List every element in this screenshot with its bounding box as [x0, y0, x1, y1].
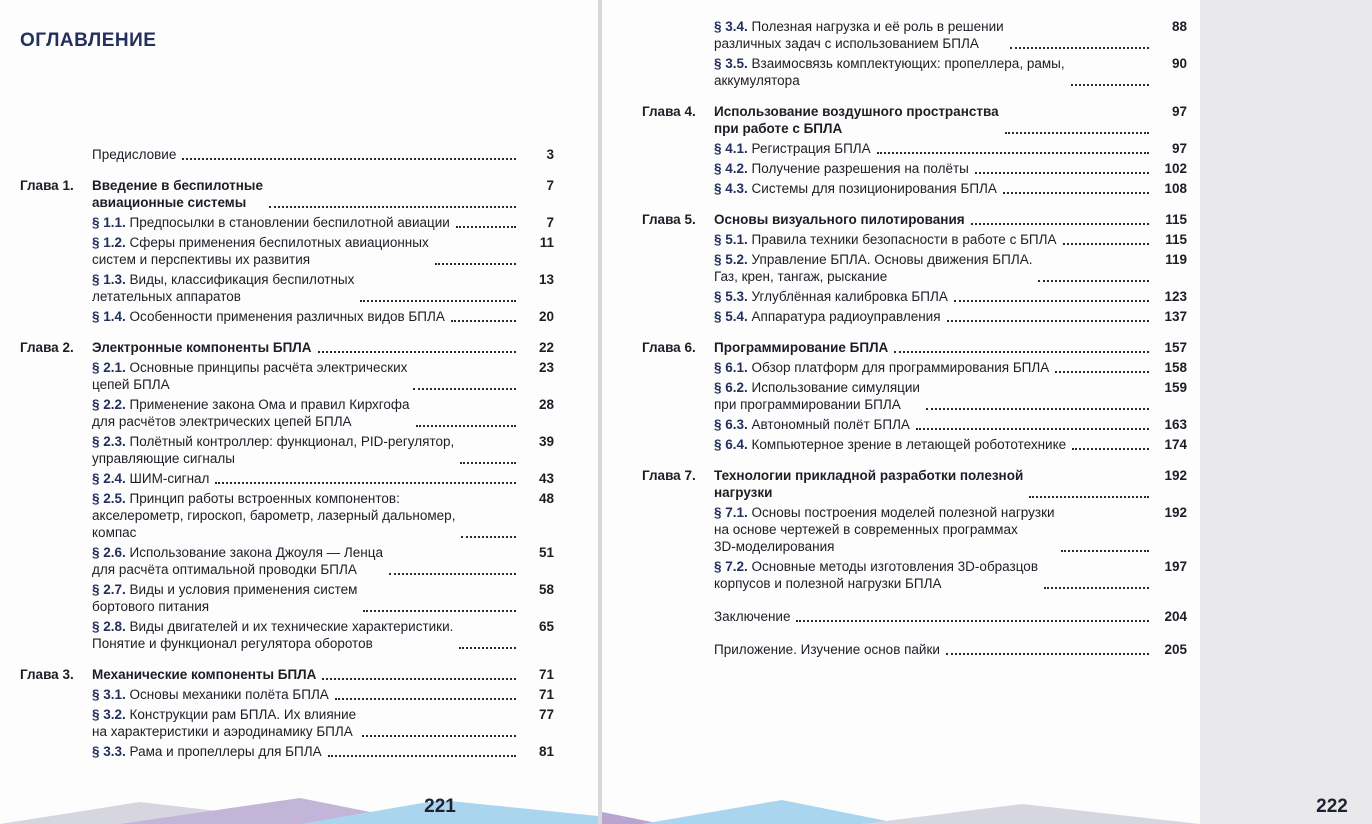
dot-leader — [926, 396, 1149, 410]
entry-title: Основы механики полёта БПЛА — [129, 687, 329, 702]
entry-title: Управление БПЛА. Основы движения БПЛА. Газ, крен, тангаж, рыскание — [714, 252, 1033, 284]
entry-title: Предпосылки в становлении беспилотной авиации — [129, 215, 450, 230]
entry-body — [714, 180, 1153, 197]
entry-body — [714, 288, 1153, 305]
entry-text-wrap — [714, 180, 997, 197]
entry-body — [92, 666, 520, 683]
toc-section-entry[interactable] — [20, 234, 554, 268]
entry-text-wrap — [92, 666, 316, 683]
dot-leader — [1061, 538, 1149, 552]
toc-section-entry[interactable] — [20, 470, 554, 487]
entry-title: Виды, классификация беспилотных летательных аппаратов — [92, 272, 355, 304]
page-ref: 108 — [1164, 181, 1187, 196]
toc-section-entry[interactable] — [642, 231, 1187, 248]
section-number: § 7.1. — [714, 505, 748, 520]
page-ref: 174 — [1164, 437, 1187, 452]
section-number: § 2.2. — [92, 397, 126, 412]
entry-title: Приложение. Изучение основ пайки — [714, 642, 940, 657]
toc-section-entry[interactable] — [20, 686, 554, 703]
entry-body — [714, 641, 1153, 658]
section-number: § 3.2. — [92, 707, 126, 722]
entry-title: Использование воздушного пространства при работе с БПЛА — [714, 104, 999, 136]
entry-title: Взаимосвязь комплектующих: пропеллера, рамы, аккумулятора — [714, 56, 1065, 88]
entry-body — [92, 234, 520, 268]
section-number: § 2.6. — [92, 545, 126, 560]
toc-section-entry[interactable] — [642, 140, 1187, 157]
dot-leader — [1029, 484, 1149, 498]
entry-text-wrap — [92, 706, 356, 740]
page-ref: 115 — [1165, 232, 1187, 247]
dot-leader — [1044, 575, 1149, 589]
entry-body — [92, 706, 520, 740]
page-ref: 115 — [1165, 212, 1187, 227]
dot-leader — [459, 635, 516, 649]
page-ref: 13 — [538, 272, 554, 287]
entry-body — [714, 308, 1153, 325]
page-ref: 158 — [1164, 360, 1187, 375]
entry-text-wrap — [714, 416, 910, 433]
dot-leader — [1005, 120, 1149, 134]
entry-title: Механические компоненты БПЛА — [92, 667, 317, 682]
section-number: § 6.1. — [714, 360, 748, 375]
toc-section-entry[interactable] — [20, 544, 554, 578]
entry-title: Системы для позиционирования БПЛА — [751, 181, 997, 196]
page-ref: 88 — [1171, 19, 1187, 34]
toc-section-entry[interactable] — [642, 379, 1187, 413]
dot-leader — [451, 308, 516, 322]
entry-title: Введение в беспилотные авиационные системы — [92, 178, 263, 210]
entry-text-wrap — [92, 686, 329, 703]
section-number: § 2.3. — [92, 434, 126, 449]
page-ref: 65 — [538, 619, 554, 634]
entry-title: Использование закона Джоуля — Ленца для расчёта оптимальной проводки БПЛА — [92, 545, 383, 577]
toc-section-entry[interactable] — [642, 436, 1187, 453]
entry-body — [714, 416, 1153, 433]
entry-title: Применение закона Ома и правил Кирхгофа для расчётов электрических цепей БПЛА — [92, 397, 410, 429]
entry-title: Виды и условия применения систем бортового питания — [92, 582, 358, 614]
entry-text-wrap — [714, 211, 965, 228]
dot-leader — [360, 288, 516, 302]
entry-body — [92, 686, 520, 703]
entry-title: Получение разрешения на полёты — [751, 161, 969, 176]
dot-leader — [894, 339, 1149, 353]
section-number: § 2.8. — [92, 619, 126, 634]
dot-leader — [947, 308, 1149, 322]
page-number-right: 222 — [1316, 796, 1348, 817]
chapter-label: Глава 7. — [642, 468, 696, 483]
section-number: § 3.4. — [714, 19, 748, 34]
page-ref: 97 — [1171, 104, 1187, 119]
section-number: § 6.3. — [714, 417, 748, 432]
entry-text-wrap — [714, 641, 940, 658]
section-number: § 5.2. — [714, 252, 748, 267]
entry-text-wrap — [714, 308, 941, 325]
section-number: § 3.1. — [92, 687, 126, 702]
entry-text-wrap — [714, 339, 888, 356]
entry-body — [714, 55, 1153, 89]
toc-section-entry[interactable] — [20, 706, 554, 740]
entry-text-wrap — [92, 271, 354, 305]
footer-stripe-left — [0, 794, 598, 824]
page-ref: 28 — [538, 397, 554, 412]
dot-leader — [435, 251, 516, 265]
toc-plain-entry[interactable] — [20, 146, 554, 163]
chapter-label: Глава 4. — [642, 104, 696, 119]
dot-leader — [1003, 180, 1149, 194]
entry-text-wrap — [714, 160, 969, 177]
section-number: § 1.3. — [92, 272, 126, 287]
entry-body — [92, 618, 520, 652]
entry-body — [714, 231, 1153, 248]
entry-body — [714, 103, 1153, 137]
chapter-label: Глава 5. — [642, 212, 696, 227]
toc-chapter-entry[interactable] — [642, 103, 1187, 137]
chapter-label: Глава 3. — [20, 667, 74, 682]
toc-section-entry[interactable] — [20, 396, 554, 430]
entry-title: Правила техники безопасности в работе с БПЛА — [751, 232, 1057, 247]
toc-section-entry[interactable] — [642, 359, 1187, 376]
entry-title: Сферы применения беспилотных авиационных систем и перспективы их развития — [92, 235, 429, 267]
dot-leader — [416, 413, 516, 427]
toc-section-entry[interactable] — [642, 558, 1187, 592]
toc-section-entry[interactable] — [642, 180, 1187, 197]
entry-body — [714, 608, 1153, 625]
entry-body — [92, 177, 520, 211]
page-ref: 197 — [1164, 559, 1187, 574]
footer-stripe-right — [602, 794, 1200, 824]
dot-leader — [1063, 231, 1150, 245]
toc-heading: ОГЛАВЛЕНИЕ — [20, 30, 157, 51]
dot-leader — [460, 450, 516, 464]
entry-title: Полезная нагрузка и её роль в решении различных задач с использованием БПЛА — [714, 19, 1004, 51]
section-number: § 3.5. — [714, 56, 748, 71]
dot-leader — [413, 376, 516, 390]
dot-leader — [916, 416, 1149, 430]
entry-text-wrap — [714, 467, 1023, 501]
page-ref: 163 — [1164, 417, 1187, 432]
toc-section-entry[interactable] — [642, 308, 1187, 325]
entry-title: Аппаратура радиоуправления — [751, 309, 941, 324]
dot-leader — [363, 598, 516, 612]
dot-leader — [954, 288, 1149, 302]
section-number: § 2.7. — [92, 582, 126, 597]
page-ref: 192 — [1164, 468, 1187, 483]
entry-text-wrap — [714, 103, 999, 137]
section-number: § 6.2. — [714, 380, 748, 395]
toc-chapter-entry[interactable] — [642, 467, 1187, 501]
dot-leader — [461, 524, 516, 538]
entry-title: Автономный полёт БПЛА — [751, 417, 910, 432]
toc-chapter-entry[interactable] — [642, 211, 1187, 228]
entry-text-wrap — [92, 359, 407, 393]
right-page — [602, 0, 1348, 824]
left-page — [0, 0, 598, 824]
toc-chapter-entry[interactable] — [20, 177, 554, 211]
entry-title: Основные принципы расчёта электрических цепей БПЛА — [92, 360, 408, 392]
entry-text-wrap — [714, 436, 1066, 453]
entry-title: Заключение — [714, 609, 791, 624]
dot-leader — [1072, 436, 1149, 450]
toc-section-entry[interactable] — [20, 359, 554, 393]
entry-title: Полётный контроллер: функционал, PID-регулятор, управляющие сигналы — [92, 434, 455, 466]
entry-text-wrap — [92, 433, 454, 467]
entry-body — [714, 18, 1153, 52]
page-number-left: 221 — [424, 796, 456, 817]
entry-title: Виды двигателей и их технические характеристики. Понятие и функционал регулятора оборотов — [92, 619, 454, 651]
section-number: § 2.1. — [92, 360, 126, 375]
section-number: § 5.1. — [714, 232, 748, 247]
toc-list-right — [642, 18, 1187, 661]
entry-title: Основы визуального пилотирования — [714, 212, 965, 227]
dot-leader — [215, 470, 516, 484]
toc-plain-entry[interactable] — [642, 641, 1187, 658]
entry-body — [714, 467, 1153, 501]
entry-body — [714, 379, 1153, 413]
section-number: § 5.3. — [714, 289, 748, 304]
toc-section-entry[interactable] — [20, 581, 554, 615]
dot-leader — [269, 194, 516, 208]
toc-chapter-entry[interactable] — [20, 666, 554, 683]
entry-text-wrap — [714, 558, 1038, 592]
section-number: § 4.2. — [714, 161, 748, 176]
entry-title: Электронные компоненты БПЛА — [92, 340, 312, 355]
page-ref: 23 — [538, 360, 554, 375]
toc-section-entry[interactable] — [20, 743, 554, 760]
dot-leader — [362, 723, 516, 737]
page-ref: 123 — [1164, 289, 1187, 304]
entry-text-wrap — [92, 490, 455, 541]
section-number: § 6.4. — [714, 437, 748, 452]
page-ref: 119 — [1165, 252, 1187, 267]
entry-text-wrap — [92, 618, 453, 652]
toc-section-entry[interactable] — [642, 416, 1187, 433]
entry-body — [714, 251, 1153, 285]
entry-text-wrap — [714, 359, 1049, 376]
toc-chapter-entry[interactable] — [20, 339, 554, 356]
dot-leader — [1071, 72, 1149, 86]
page-ref: 157 — [1164, 340, 1187, 355]
entry-title: Основные методы изготовления 3D-образцов корпусов и полезной нагрузки БПЛА — [714, 559, 1038, 591]
dot-leader — [877, 140, 1149, 154]
entry-text-wrap — [92, 177, 263, 211]
page-ref: 20 — [538, 309, 554, 324]
entry-text-wrap — [92, 581, 357, 615]
entry-title: Компьютерное зрение в летающей робототехнике — [751, 437, 1067, 452]
dot-leader — [335, 686, 516, 700]
dot-leader — [796, 608, 1149, 622]
page-ref: 39 — [538, 434, 554, 449]
dot-leader — [946, 641, 1149, 655]
entry-text-wrap — [92, 743, 322, 760]
page-ref: 205 — [1164, 642, 1187, 657]
entry-text-wrap — [92, 234, 429, 268]
entry-body — [92, 339, 520, 356]
entry-title: Основы построения моделей полезной нагрузки на основе чертежей в современных программах 3D-моделирования — [714, 505, 1055, 554]
section-number: § 1.1. — [92, 215, 126, 230]
page-ref: 97 — [1171, 141, 1187, 156]
dot-leader — [318, 339, 516, 353]
entry-body — [92, 396, 520, 430]
entry-text-wrap — [714, 504, 1055, 555]
entry-body — [714, 211, 1153, 228]
entry-title: Принцип работы встроенных компонентов: акселерометр, гироскоп, барометр, лазерный дальномер, компас — [92, 491, 456, 540]
page-ref: 48 — [538, 491, 554, 506]
entry-title: Технологии прикладной разработки полезной нагрузки — [714, 468, 1024, 500]
toc-section-entry[interactable] — [642, 18, 1187, 52]
section-number: § 4.1. — [714, 141, 748, 156]
section-number: § 2.5. — [92, 491, 126, 506]
page-ref: 3 — [546, 147, 554, 162]
entry-body — [92, 470, 520, 487]
page-ref: 81 — [538, 744, 554, 759]
entry-text-wrap — [92, 146, 176, 163]
entry-title: Программирование БПЛА — [714, 340, 889, 355]
toc-section-entry[interactable] — [642, 251, 1187, 285]
page-ref: 58 — [538, 582, 554, 597]
dot-leader — [389, 561, 516, 575]
entry-title: Использование симуляции при программировании БПЛА — [714, 380, 920, 412]
dot-leader — [1055, 359, 1149, 373]
entry-body — [92, 581, 520, 615]
entry-body — [92, 743, 520, 760]
page-ref: 11 — [539, 235, 554, 250]
entry-body — [714, 558, 1153, 592]
dot-leader — [322, 666, 516, 680]
entry-text-wrap — [714, 55, 1065, 89]
entry-text-wrap — [92, 339, 312, 356]
entry-title: Предисловие — [92, 147, 177, 162]
entry-text-wrap — [714, 608, 790, 625]
entry-body — [92, 308, 520, 325]
entry-text-wrap — [714, 231, 1057, 248]
section-number: § 5.4. — [714, 309, 748, 324]
toc-section-entry[interactable] — [642, 504, 1187, 555]
entry-text-wrap — [92, 214, 450, 231]
toc-section-entry[interactable] — [642, 160, 1187, 177]
entry-text-wrap — [714, 379, 920, 413]
dot-leader — [971, 211, 1149, 225]
toc-list-left — [20, 146, 554, 763]
entry-text-wrap — [92, 396, 410, 430]
entry-title: Регистрация БПЛА — [751, 141, 871, 156]
entry-body — [92, 544, 520, 578]
entry-body — [714, 160, 1153, 177]
dot-leader — [456, 214, 516, 228]
entry-text-wrap — [92, 544, 383, 578]
entry-body — [92, 359, 520, 393]
entry-body — [714, 504, 1153, 555]
entry-text-wrap — [92, 308, 445, 325]
page-ref: 43 — [538, 471, 554, 486]
toc-section-entry[interactable] — [20, 271, 554, 305]
entry-body — [714, 339, 1153, 356]
chapter-label: Глава 2. — [20, 340, 74, 355]
page-ref: 204 — [1164, 609, 1187, 624]
entry-text-wrap — [714, 251, 1032, 285]
section-number: § 7.2. — [714, 559, 748, 574]
entry-title: Конструкции рам БПЛА. Их влияние на характеристики и аэродинамику БПЛА — [92, 707, 357, 739]
dot-leader — [328, 743, 516, 757]
entry-title: Особенности применения различных видов БПЛА — [129, 309, 445, 324]
section-number: § 1.2. — [92, 235, 126, 250]
entry-text-wrap — [714, 140, 871, 157]
chapter-label: Глава 1. — [20, 178, 74, 193]
page-ref: 71 — [538, 687, 554, 702]
entry-text-wrap — [714, 18, 1004, 52]
page-ref: 90 — [1171, 56, 1187, 71]
page-ref: 71 — [538, 667, 554, 682]
entry-body — [714, 436, 1153, 453]
entry-body — [714, 359, 1153, 376]
section-number: § 1.4. — [92, 309, 126, 324]
chapter-label: Глава 6. — [642, 340, 696, 355]
page-ref: 7 — [546, 178, 554, 193]
entry-body — [92, 214, 520, 231]
page-ref: 7 — [546, 215, 554, 230]
page-ref: 137 — [1164, 309, 1187, 324]
entry-body — [714, 140, 1153, 157]
toc-section-entry[interactable] — [642, 288, 1187, 305]
entry-body — [92, 433, 520, 467]
page-ref: 22 — [538, 340, 554, 355]
toc-section-entry[interactable] — [20, 308, 554, 325]
entry-body — [92, 146, 520, 163]
dot-leader — [182, 146, 516, 160]
dot-leader — [1010, 35, 1149, 49]
entry-title: Углублённая калибровка БПЛА — [751, 289, 948, 304]
page-ref: 192 — [1164, 505, 1187, 520]
dot-leader — [975, 160, 1149, 174]
dot-leader — [1038, 268, 1149, 282]
entry-body — [92, 271, 520, 305]
toc-section-entry[interactable] — [20, 490, 554, 541]
section-number: § 2.4. — [92, 471, 126, 486]
toc-section-entry[interactable] — [20, 618, 554, 652]
entry-text-wrap — [92, 470, 209, 487]
toc-chapter-entry[interactable] — [642, 339, 1187, 356]
page-ref: 159 — [1164, 380, 1187, 395]
entry-text-wrap — [714, 288, 948, 305]
toc-plain-entry[interactable] — [642, 608, 1187, 625]
entry-title: Рама и пропеллеры для БПЛА — [129, 744, 322, 759]
toc-section-entry[interactable] — [20, 433, 554, 467]
entry-title: ШИМ-сигнал — [129, 471, 210, 486]
page-ref: 102 — [1164, 161, 1187, 176]
toc-section-entry[interactable] — [642, 55, 1187, 89]
page-ref: 77 — [538, 707, 554, 722]
toc-section-entry[interactable] — [20, 214, 554, 231]
section-number: § 4.3. — [714, 181, 748, 196]
page-ref: 51 — [538, 545, 554, 560]
entry-title: Обзор платформ для программирования БПЛА — [751, 360, 1050, 375]
entry-body — [92, 490, 520, 541]
section-number: § 3.3. — [92, 744, 126, 759]
